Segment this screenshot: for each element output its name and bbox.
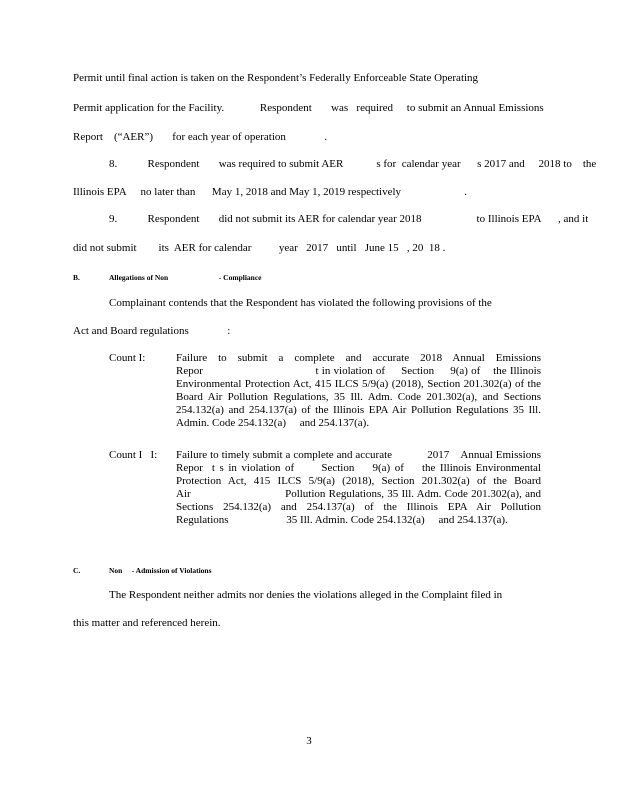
body-line-2: Permit application for the Facility. Respondent was required to submit an Annual Emissions [73,102,544,114]
count-1-label: Count I: [109,352,146,364]
paragraph-9-line-1: 9. Respondent did not submit its AER for calendar year 2018 to Illinois EPA , and it [109,213,589,225]
section-c-line-2: this matter and referenced herein. [73,617,221,629]
count-2-text: Failure to timely submit a complete and accurate 2017 Annual Emissions Repor t s in violation of Section 9(a) of the Illinois Environmental Protection Act, 415 ILCS 5/9(a) (2018), Section 201.302(a) of the Board Air Pollution Regulations, 35 Ill. Adm. Code 201.302(a), and Sections 254.132(a) and 254.137(a) of the Illinois EPA Air Pollution Regulations 35 Ill. Admin. Code 254.132(a) and 254.137(a). [176,449,541,526]
count-1-text: Failure to submit a complete and accurate 2018 Annual Emissions Repor t in violation of Section 9(a) of the Illinois Environmental Protection Act, 415 ILCS 5/9(a) (2018), Section 201.302(a) of the Board Air Pollution Regulations, 35 Ill. Adm. Code 201.302(a), and Sections 254.132(a) and 254.137(a) of the Illinois EPA Air Pollution Regulations 35 Ill. Admin. Code 254.132(a) and 254.137(a). [176,352,541,429]
paragraph-9-line-2: did not submit its AER for calendar year 2017 until June 15 , 20 18 . [73,242,446,254]
paragraph-8-line-2: Illinois EPA no later than May 1, 2018 and May 1, 2019 respectively . [73,186,468,198]
section-b-title: Allegations of Non - Compliance [109,273,262,282]
page-number: 3 [306,735,312,747]
section-c-title: Non - Admission of Violations [109,566,212,575]
section-b-letter: B. [73,273,80,282]
count-2-label: Count I I: [109,449,158,461]
section-c-letter: C. [73,566,81,575]
body-line-1: Permit until final action is taken on the Respondent’s Federally Enforceable State Operating [73,72,479,84]
section-b-intro-line-2: Act and Board regulations : [73,325,231,337]
section-c-line-1: The Respondent neither admits nor denies the violations alleged in the Complaint filed in [109,589,503,601]
body-line-3: Report (“AER”) for each year of operation . [73,131,328,143]
paragraph-8-line-1: 8. Respondent was required to submit AER s for calendar year s 2017 and 2018 to the [109,158,597,170]
section-b-intro-line-1: Complainant contends that the Respondent has violated the following provisions of the [109,297,492,309]
